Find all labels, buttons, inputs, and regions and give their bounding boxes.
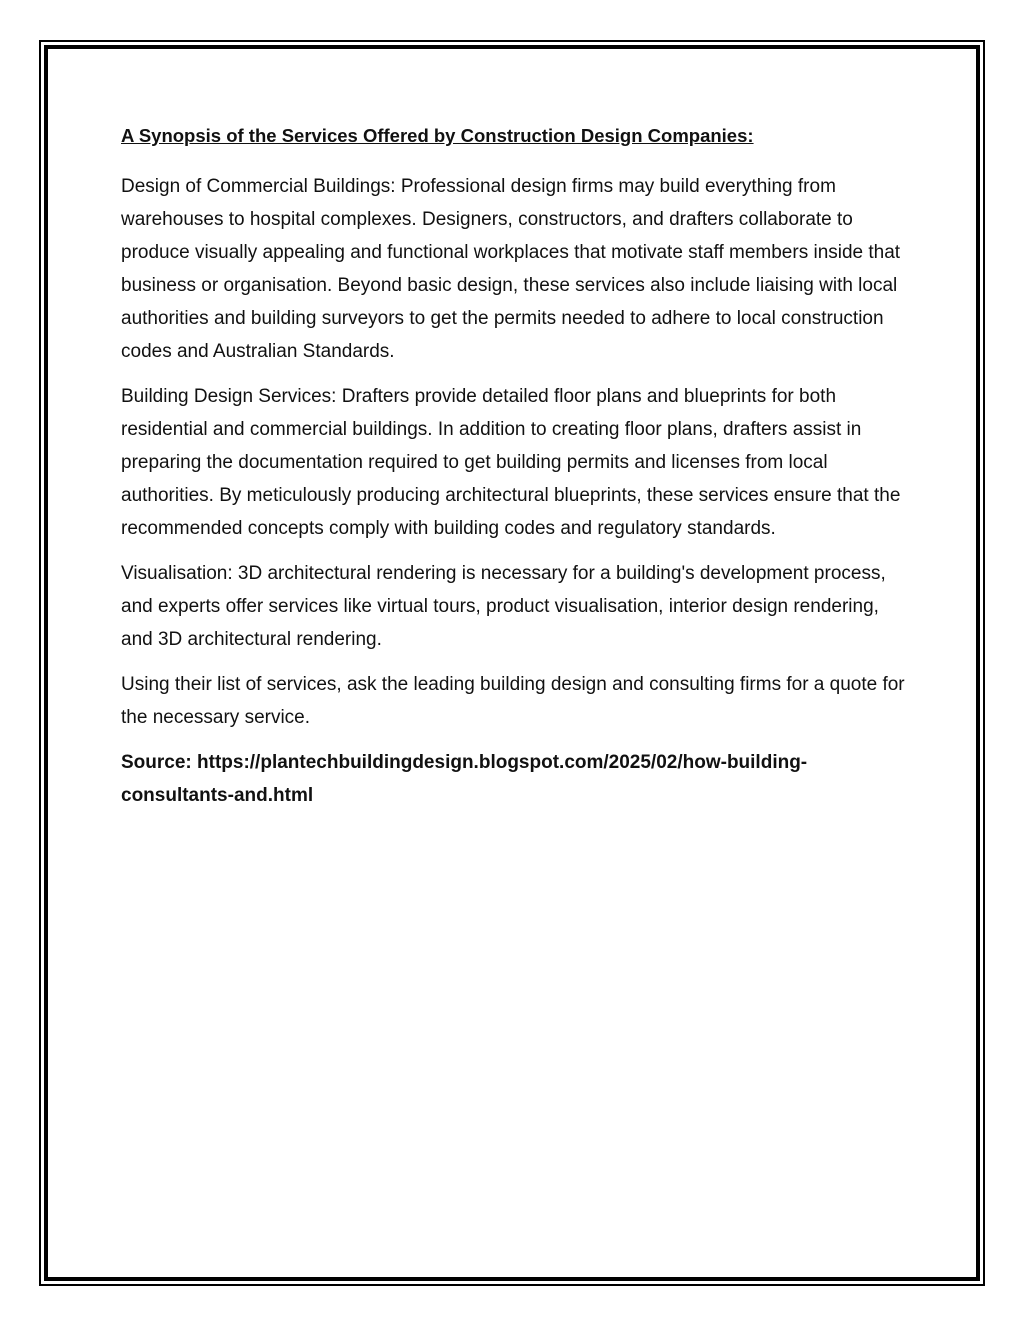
paragraph-commercial-buildings: Design of Commercial Buildings: Professional design firms may build everything from warehouses to hospital complexes. Designers, constructors, and drafters collaborate to produce visually appealing and functional workplaces that motivate staff members inside that business or organisation. Beyond basic design, these services also include liaising with local authorities and building surveyors to get the permits needed to adhere to local construction codes and Australian Standards. [121, 176, 901, 362]
paragraph-building-design-services: Building Design Services: Drafters provide detailed floor plans and blueprints for both residential and commercial buildings. In addition to creating floor plans, drafters assist in preparing the documentation required to get building permits and licenses from local authorities. By meticulously producing architectural blueprints, these services ensure that the recommended concepts comply with building codes and regulatory standards. [121, 386, 901, 539]
source-link[interactable]: Source: https://plantechbuildingdesign.blogspot.com/2025/02/how-building-consultants-and.html [121, 752, 808, 806]
document-heading: A Synopsis of the Services Offered by Construction Design Companies: [121, 125, 754, 146]
paragraph-visualisation: Visualisation: 3D architectural rendering is necessary for a building's development process, and experts offer services like virtual tours, product visualisation, interior design rendering, and 3D architectural rendering. [121, 563, 886, 650]
document-body [121, 122, 911, 812]
paragraph-services-quote: Using their list of services, ask the leading building design and consulting firms for a quote for the necessary service. [121, 674, 905, 728]
